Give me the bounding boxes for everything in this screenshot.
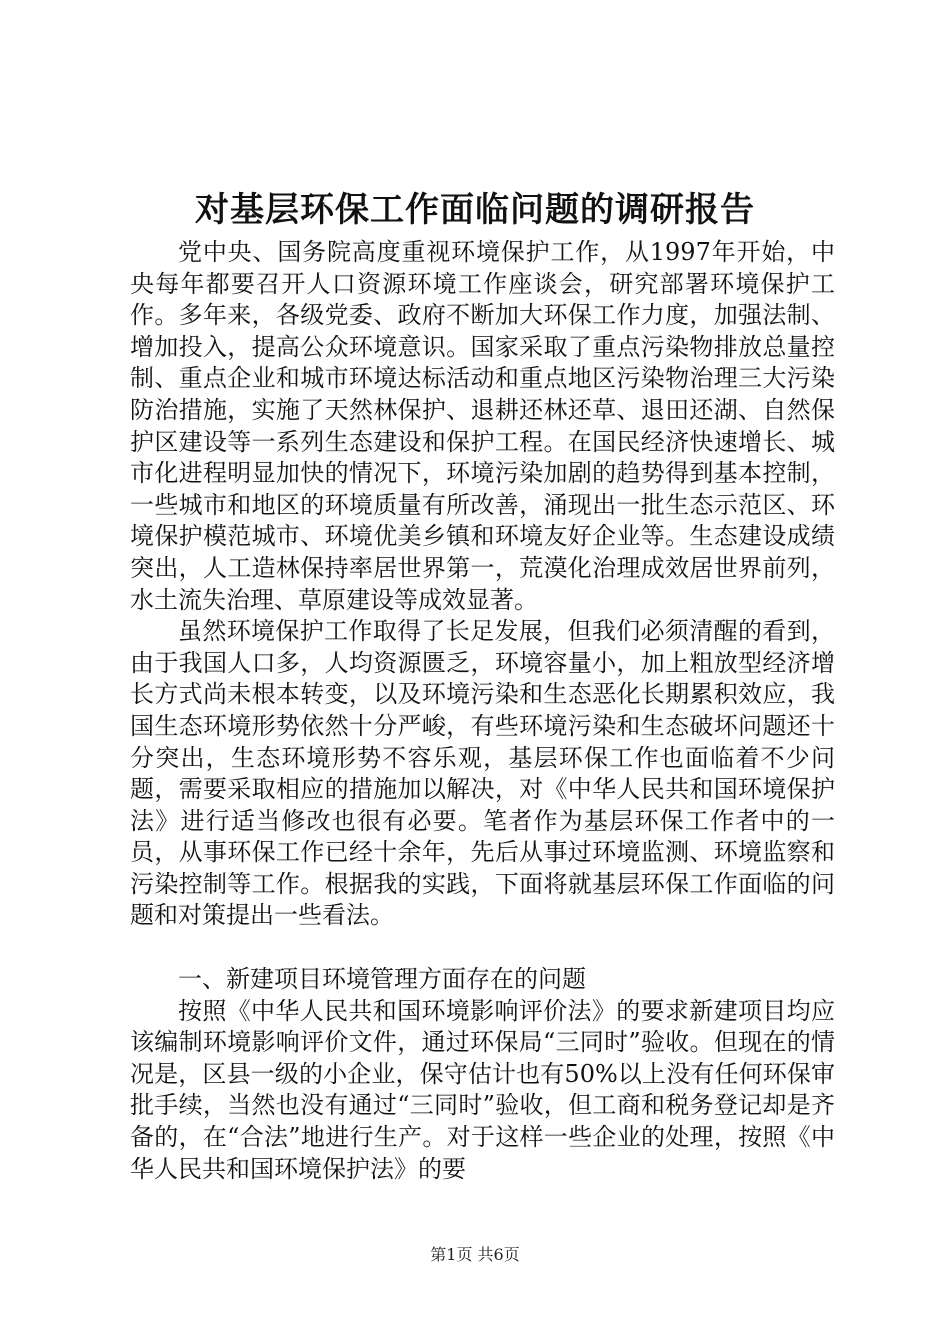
body-paragraph-1: 党中央、国务院高度重视环境保护工作，从1997年开始，中央每年都要召开人口资源环境工作座谈会，研究部署环境保护工作。多年来，各级党委、政府不断加大环保工作力度，加强法制、增加投入，提高公众环境意识。国家采取了重点污染物排放总量控制、重点企业和城市环境达标活动和重点地区污染物治理三大污染防治措施，实施了天然林保护、退耕还林还草、退田还湖、自然保护区建设等一系列生态建设和保护工程。在国民经济快速增长、城市化进程明显加快的情况下，环境污染加剧的趋势得到基本控制，一些城市和地区的环境质量有所改善，涌现出一批生态示范区、环境保护模范城市、环境优美乡镇和环境友好企业等。生态建设成绩突出，人工造林保持率居世界第一，荒漠化治理成效居世界前列，水土流失治理、草原建设等成效显著。 [130,238,835,614]
section-heading: 一、新建项目环境管理方面存在的问题 [178,965,586,994]
document-title: 对基层环保工作面临问题的调研报告 [195,190,755,230]
section-paragraph: 按照《中华人民共和国环境影响评价法》的要求新建项目均应该编制环境影响评价文件，通过环保局“三同时”验收。但现在的情况是，区县一级的小企业，保守估计也有50%以上没有任何环保审批手续，当然也没有通过“三同时”验收，但工商和税务登记却是齐备的，在“合法”地进行生产。对于这样一些企业的处理，按照《中华人民共和国环境保护法》的要 [130,996,835,1183]
page-footer: 第1页 共6页 [430,1245,520,1264]
paragraph-spacer [130,932,835,964]
document-body [130,237,835,1185]
body-paragraph-2: 虽然环境保护工作取得了长足发展，但我们必须清醒的看到，由于我国人口多，人均资源匮乏，环境容量小，加上粗放型经济增长方式尚未根本转变，以及环境污染和生态恶化长期累积效应，我国生态环境形势依然十分严峻，有些环境污染和生态破坏问题还十分突出，生态环境形势不容乐观，基层环保工作也面临着不少问题，需要采取相应的措施加以解决，对《中华人民共和国环境保护法》进行适当修改也很有必要。笔者作为基层环保工作者中的一员，从事环保工作已经十余年，先后从事过环境监测、环境监察和污染控制等工作。根据我的实践，下面将就基层环保工作面临的问题和对策提出一些看法。 [130,617,835,930]
